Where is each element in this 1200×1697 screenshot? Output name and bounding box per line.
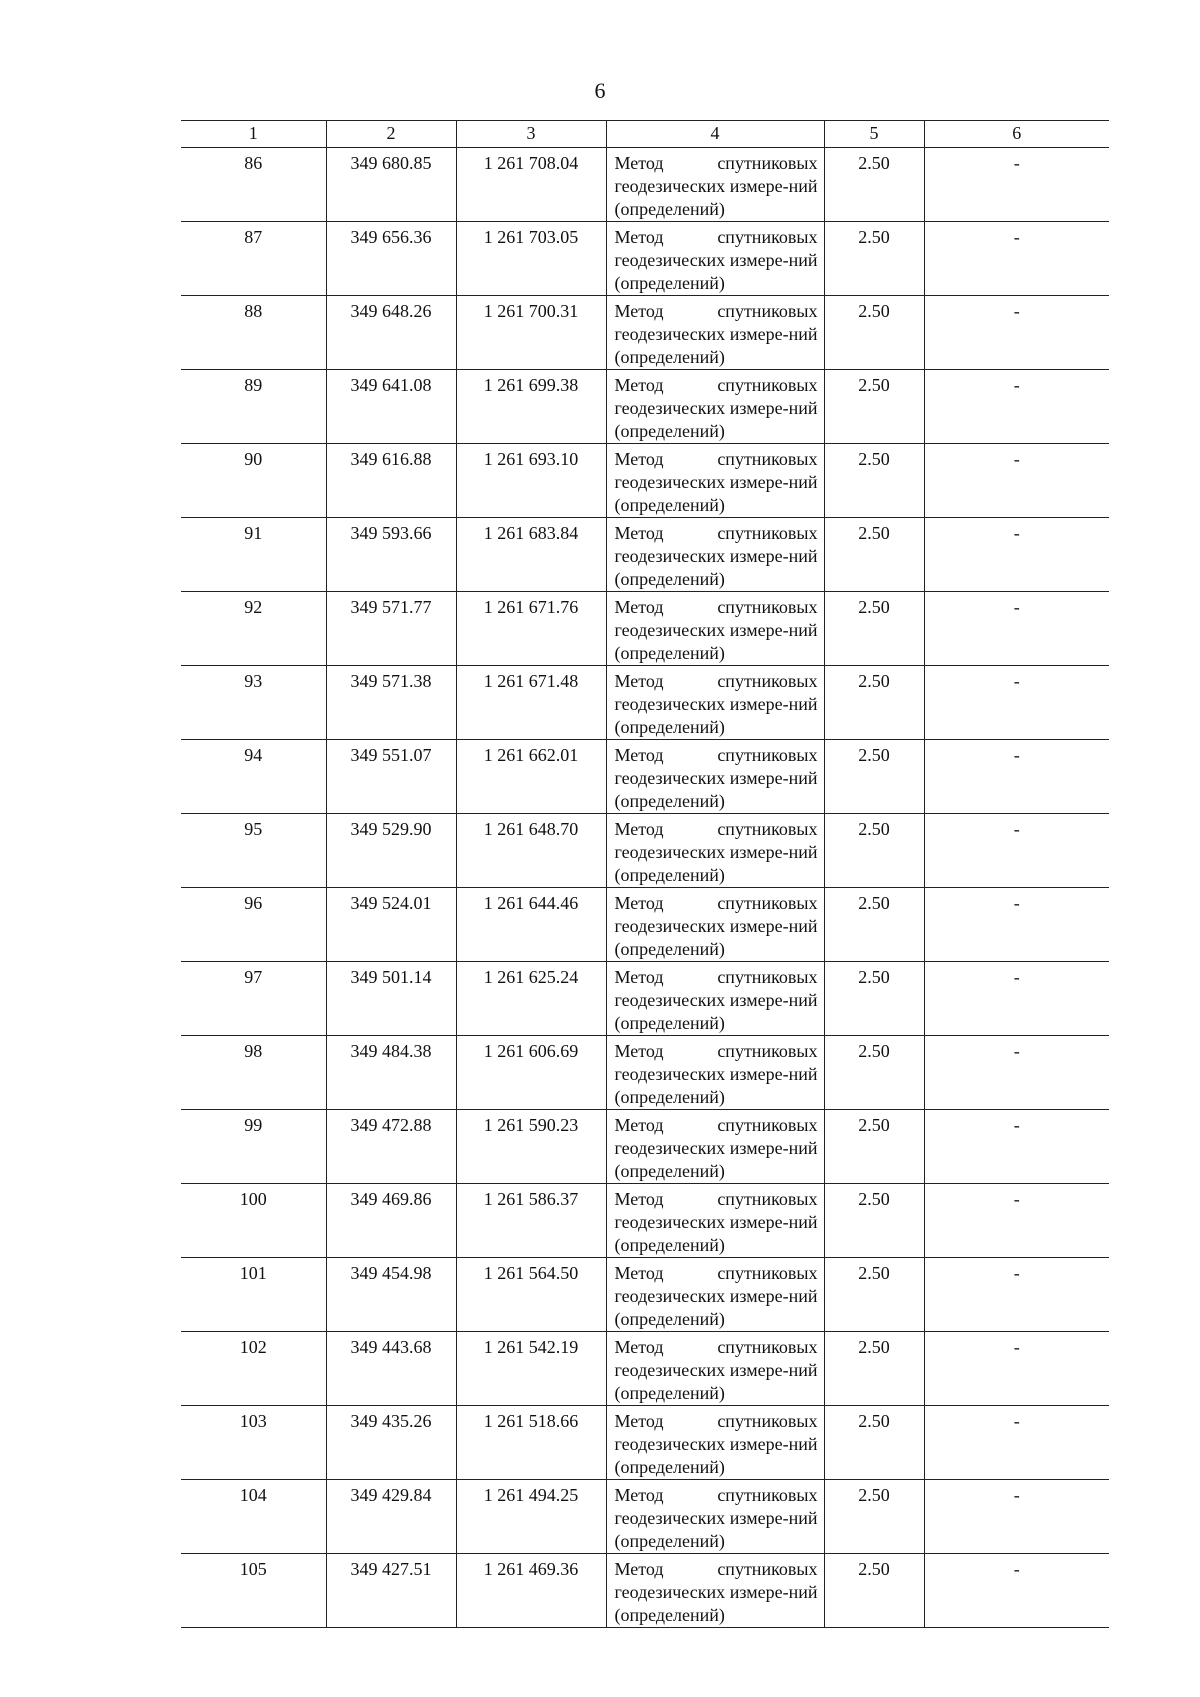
error-value-cell: 2.50 [824,1258,924,1332]
table-row [181,1036,1109,1110]
point-number-cell: 89 [181,370,326,444]
y-coordinate-cell: 1 261 518.66 [456,1406,606,1480]
x-coordinate-cell: 349 571.77 [326,592,456,666]
y-coordinate-cell: 1 261 683.84 [456,518,606,592]
x-coordinate-cell: 349 656.36 [326,222,456,296]
x-coordinate-cell: 349 680.85 [326,148,456,222]
point-number-cell: 87 [181,222,326,296]
y-coordinate-cell: 1 261 693.10 [456,444,606,518]
method-cell: Метод спутниковых геодезических измере-ний (определений) [606,1258,824,1332]
x-coordinate-cell: 349 571.38 [326,666,456,740]
table-header-row [181,121,1109,148]
table-row [181,148,1109,222]
error-value-cell: 2.50 [824,370,924,444]
table-row [181,222,1109,296]
table-row [181,666,1109,740]
point-number-cell: 96 [181,888,326,962]
x-coordinate-cell: 349 484.38 [326,1036,456,1110]
y-coordinate-cell: 1 261 671.48 [456,666,606,740]
method-cell: Метод спутниковых геодезических измере-ний (определений) [606,962,824,1036]
error-value-cell: 2.50 [824,1036,924,1110]
method-cell: Метод спутниковых геодезических измере-ний (определений) [606,740,824,814]
page-number: 6 [594,78,606,103]
point-number-cell: 100 [181,1184,326,1258]
column-header: 4 [606,121,824,148]
method-cell: Метод спутниковых геодезических измере-ний (определений) [606,1406,824,1480]
point-number-cell: 93 [181,666,326,740]
column-header: 5 [824,121,924,148]
error-value-cell: 2.50 [824,1406,924,1480]
table-row [181,518,1109,592]
method-cell: Метод спутниковых геодезических измере-ний (определений) [606,1036,824,1110]
y-coordinate-cell: 1 261 700.31 [456,296,606,370]
table-row [181,370,1109,444]
error-value-cell: 2.50 [824,592,924,666]
note-cell: - [924,888,1109,962]
note-cell: - [924,962,1109,1036]
method-cell: Метод спутниковых геодезических измере-ний (определений) [606,1184,824,1258]
note-cell: - [924,370,1109,444]
note-cell: - [924,1554,1109,1628]
error-value-cell: 2.50 [824,1332,924,1406]
method-cell: Метод спутниковых геодезических измере-ний (определений) [606,370,824,444]
x-coordinate-cell: 349 469.86 [326,1184,456,1258]
error-value-cell: 2.50 [824,444,924,518]
note-cell: - [924,1110,1109,1184]
point-number-cell: 86 [181,148,326,222]
point-number-cell: 88 [181,296,326,370]
y-coordinate-cell: 1 261 699.38 [456,370,606,444]
note-cell: - [924,740,1109,814]
error-value-cell: 2.50 [824,740,924,814]
x-coordinate-cell: 349 454.98 [326,1258,456,1332]
method-cell: Метод спутниковых геодезических измере-ний (определений) [606,296,824,370]
point-number-cell: 91 [181,518,326,592]
note-cell: - [924,814,1109,888]
x-coordinate-cell: 349 472.88 [326,1110,456,1184]
error-value-cell: 2.50 [824,296,924,370]
y-coordinate-cell: 1 261 606.69 [456,1036,606,1110]
table-row [181,1184,1109,1258]
note-cell: - [924,1184,1109,1258]
table-row [181,888,1109,962]
y-coordinate-cell: 1 261 644.46 [456,888,606,962]
table-row [181,1554,1109,1628]
point-number-cell: 95 [181,814,326,888]
y-coordinate-cell: 1 261 708.04 [456,148,606,222]
method-cell: Метод спутниковых геодезических измере-ний (определений) [606,814,824,888]
note-cell: - [924,1480,1109,1554]
method-cell: Метод спутниковых геодезических измере-ний (определений) [606,444,824,518]
table-row [181,1332,1109,1406]
y-coordinate-cell: 1 261 586.37 [456,1184,606,1258]
point-number-cell: 103 [181,1406,326,1480]
y-coordinate-cell: 1 261 648.70 [456,814,606,888]
y-coordinate-cell: 1 261 469.36 [456,1554,606,1628]
error-value-cell: 2.50 [824,148,924,222]
y-coordinate-cell: 1 261 590.23 [456,1110,606,1184]
table-row [181,740,1109,814]
method-cell: Метод спутниковых геодезических измере-ний (определений) [606,1110,824,1184]
y-coordinate-cell: 1 261 494.25 [456,1480,606,1554]
note-cell: - [924,222,1109,296]
method-cell: Метод спутниковых геодезических измере-ний (определений) [606,1332,824,1406]
method-cell: Метод спутниковых геодезических измере-ний (определений) [606,888,824,962]
y-coordinate-cell: 1 261 542.19 [456,1332,606,1406]
x-coordinate-cell: 349 435.26 [326,1406,456,1480]
table-row [181,962,1109,1036]
point-number-cell: 101 [181,1258,326,1332]
note-cell: - [924,592,1109,666]
table-row [181,592,1109,666]
y-coordinate-cell: 1 261 703.05 [456,222,606,296]
note-cell: - [924,518,1109,592]
error-value-cell: 2.50 [824,962,924,1036]
table-row [181,814,1109,888]
x-coordinate-cell: 349 443.68 [326,1332,456,1406]
point-number-cell: 105 [181,1554,326,1628]
note-cell: - [924,1258,1109,1332]
error-value-cell: 2.50 [824,1110,924,1184]
table-row [181,1480,1109,1554]
table-row [181,1258,1109,1332]
x-coordinate-cell: 349 648.26 [326,296,456,370]
column-header: 3 [456,121,606,148]
column-header: 2 [326,121,456,148]
note-cell: - [924,1332,1109,1406]
point-number-cell: 94 [181,740,326,814]
point-number-cell: 99 [181,1110,326,1184]
x-coordinate-cell: 349 529.90 [326,814,456,888]
method-cell: Метод спутниковых геодезических измере-ний (определений) [606,1480,824,1554]
table-row [181,1406,1109,1480]
point-number-cell: 98 [181,1036,326,1110]
note-cell: - [924,296,1109,370]
note-cell: - [924,148,1109,222]
note-cell: - [924,444,1109,518]
column-header: 6 [924,121,1109,148]
error-value-cell: 2.50 [824,1480,924,1554]
table-row [181,444,1109,518]
column-header: 1 [181,121,326,148]
point-number-cell: 92 [181,592,326,666]
method-cell: Метод спутниковых геодезических измере-ний (определений) [606,666,824,740]
note-cell: - [924,1406,1109,1480]
error-value-cell: 2.50 [824,518,924,592]
x-coordinate-cell: 349 551.07 [326,740,456,814]
error-value-cell: 2.50 [824,222,924,296]
table-row [181,1110,1109,1184]
x-coordinate-cell: 349 501.14 [326,962,456,1036]
note-cell: - [924,1036,1109,1110]
error-value-cell: 2.50 [824,666,924,740]
error-value-cell: 2.50 [824,1554,924,1628]
error-value-cell: 2.50 [824,1184,924,1258]
point-number-cell: 90 [181,444,326,518]
x-coordinate-cell: 349 641.08 [326,370,456,444]
method-cell: Метод спутниковых геодезических измере-ний (определений) [606,148,824,222]
x-coordinate-cell: 349 429.84 [326,1480,456,1554]
table-row [181,296,1109,370]
x-coordinate-cell: 349 593.66 [326,518,456,592]
table-body [181,148,1109,1628]
y-coordinate-cell: 1 261 662.01 [456,740,606,814]
x-coordinate-cell: 349 524.01 [326,888,456,962]
x-coordinate-cell: 349 616.88 [326,444,456,518]
y-coordinate-cell: 1 261 625.24 [456,962,606,1036]
coordinates-table [181,120,1109,1628]
method-cell: Метод спутниковых геодезических измере-ний (определений) [606,1554,824,1628]
point-number-cell: 97 [181,962,326,1036]
point-number-cell: 104 [181,1480,326,1554]
point-number-cell: 102 [181,1332,326,1406]
error-value-cell: 2.50 [824,814,924,888]
y-coordinate-cell: 1 261 671.76 [456,592,606,666]
method-cell: Метод спутниковых геодезических измере-ний (определений) [606,592,824,666]
note-cell: - [924,666,1109,740]
method-cell: Метод спутниковых геодезических измере-ний (определений) [606,222,824,296]
error-value-cell: 2.50 [824,888,924,962]
y-coordinate-cell: 1 261 564.50 [456,1258,606,1332]
method-cell: Метод спутниковых геодезических измере-ний (определений) [606,518,824,592]
x-coordinate-cell: 349 427.51 [326,1554,456,1628]
